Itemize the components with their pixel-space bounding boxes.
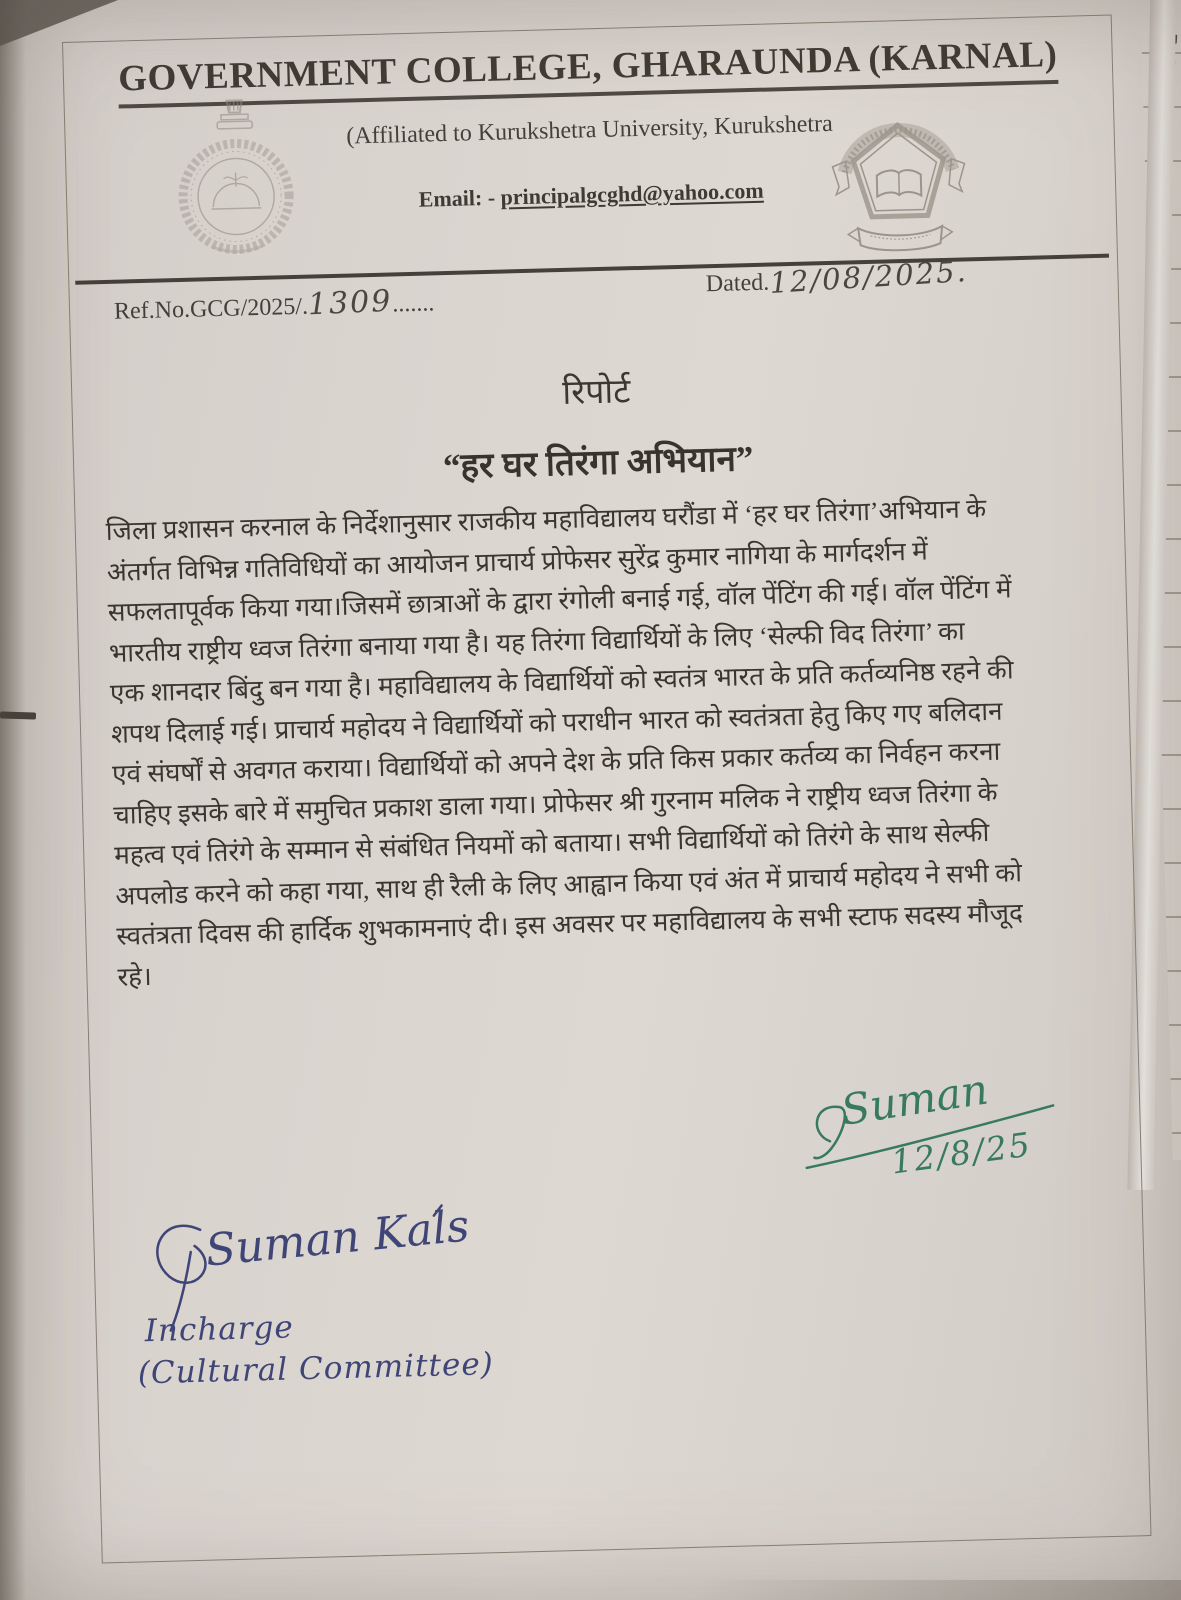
body-text-line: रहे।	[117, 961, 153, 992]
body-text-line: एवं संघर्षों से अवगत कराया। विद्यार्थियों को अपने देश के प्रति किस प्रकार कर्तव्य का निर्वहन करना	[111, 736, 1001, 789]
body-text-line: शपथ दिलाई गई। प्राचार्य महोदय ने विद्यार्थियों को पराधीन भारत को स्वतंत्रता हेतु किए गए बलिदान	[110, 696, 1003, 749]
incharge-designation: Incharge	[144, 1309, 295, 1350]
body-text-line: स्वतंत्रता दिवस की हार्दिक शुभकामनाएं दी। इस अवसर पर महाविद्यालय के सभी स्टाफ सदस्य मौजूद	[116, 898, 1024, 951]
signature-date-right: 12/8/25	[888, 1124, 1034, 1182]
signature-name-right: Suman	[837, 1064, 992, 1135]
email-address: principalgcghd@yahoo.com	[500, 177, 764, 210]
dated-label: Dated.	[705, 269, 770, 298]
body-text-line: चाहिए इसके बारे में समुचित प्रकाश डाला गया। प्रोफेसर श्री गुरनाम मलिक ने राष्ट्रीय ध्वज तिरंगा के	[112, 777, 998, 830]
body-text-line: एक शानदार बिंदु बन गया है। महाविद्यालय के विद्यार्थियों को स्वतंत्र भारत के प्रति कर्तव्यनिष्ठ रहने की	[109, 655, 1014, 708]
body-text-line: अपलोड करने को कहा गया, साथ ही रैली के लिए आह्वान किया एवं अंत में प्राचार्य महोदय ने सभी को	[114, 857, 1023, 911]
body-text-line: भारतीय राष्ट्रीय ध्वज तिरंगा बनाया गया है। यह तिरंगा विद्यार्थियों के लिए ‘सेल्फी विद तिरंगा’ का	[108, 616, 966, 668]
document-border-frame	[62, 15, 1151, 1564]
campaign-title: “हर घर तिरंगा अभियान”	[442, 439, 754, 487]
photo-bottom-shadow	[700, 1580, 1181, 1600]
committee-name: (Cultural Committee)	[137, 1346, 495, 1392]
body-text-line: महत्व एवं तिरंगे के सम्मान से संबंधित नियमों को बताया। सभी विद्यार्थियों को तिरंगे के साथ सेल्फी	[113, 818, 990, 870]
body-text-line: जिला प्रशासन करनाल के निर्देशानुसार राजकीय महाविद्यालय घरौंडा में ‘हर घर तिरंगा’अभियान के	[105, 493, 987, 547]
college-name-text: GOVERNMENT COLLEGE, GHARAUNDA (KARNAL)	[118, 33, 1058, 109]
stray-ink-mark	[0, 711, 36, 719]
photo-left-shadow	[0, 0, 26, 1600]
ref-label: Ref.No.GCG/2025/.	[113, 293, 309, 325]
date-field	[705, 253, 969, 300]
photo-corner-shadow	[0, 0, 118, 46]
body-text-line: सफलतापूर्वक किया गया।जिसमें छात्राओं के द्वारा रंगोली बनाई गई, वॉल पेंटिंग की गई। वॉल पेंटिंग में	[107, 574, 1012, 627]
affiliation-line: (Affiliated to Kurukshetra University, Kurukshetra	[345, 110, 834, 150]
body-text-line: अंतर्गत विभिन्न गतिविधियों का आयोजन प्राचार्य प्रोफेसर सुरेंद्र कुमार नागिया के मार्गदर्शन में	[106, 536, 929, 587]
signature-name-left: Suman Kals	[203, 1200, 472, 1277]
principal-signature	[790, 1057, 1074, 1204]
college-emblem-icon	[823, 97, 975, 259]
ref-number-handwritten: 1309	[307, 283, 394, 323]
haryana-government-emblem-icon	[166, 93, 305, 266]
report-title: रिपोर्ट	[561, 373, 631, 413]
ref-dots: .......	[392, 290, 435, 318]
report-body	[105, 486, 1107, 998]
email-label: Email: -	[418, 184, 501, 212]
date-handwritten: 12/08/2025.	[768, 253, 969, 300]
reference-number	[114, 283, 435, 326]
